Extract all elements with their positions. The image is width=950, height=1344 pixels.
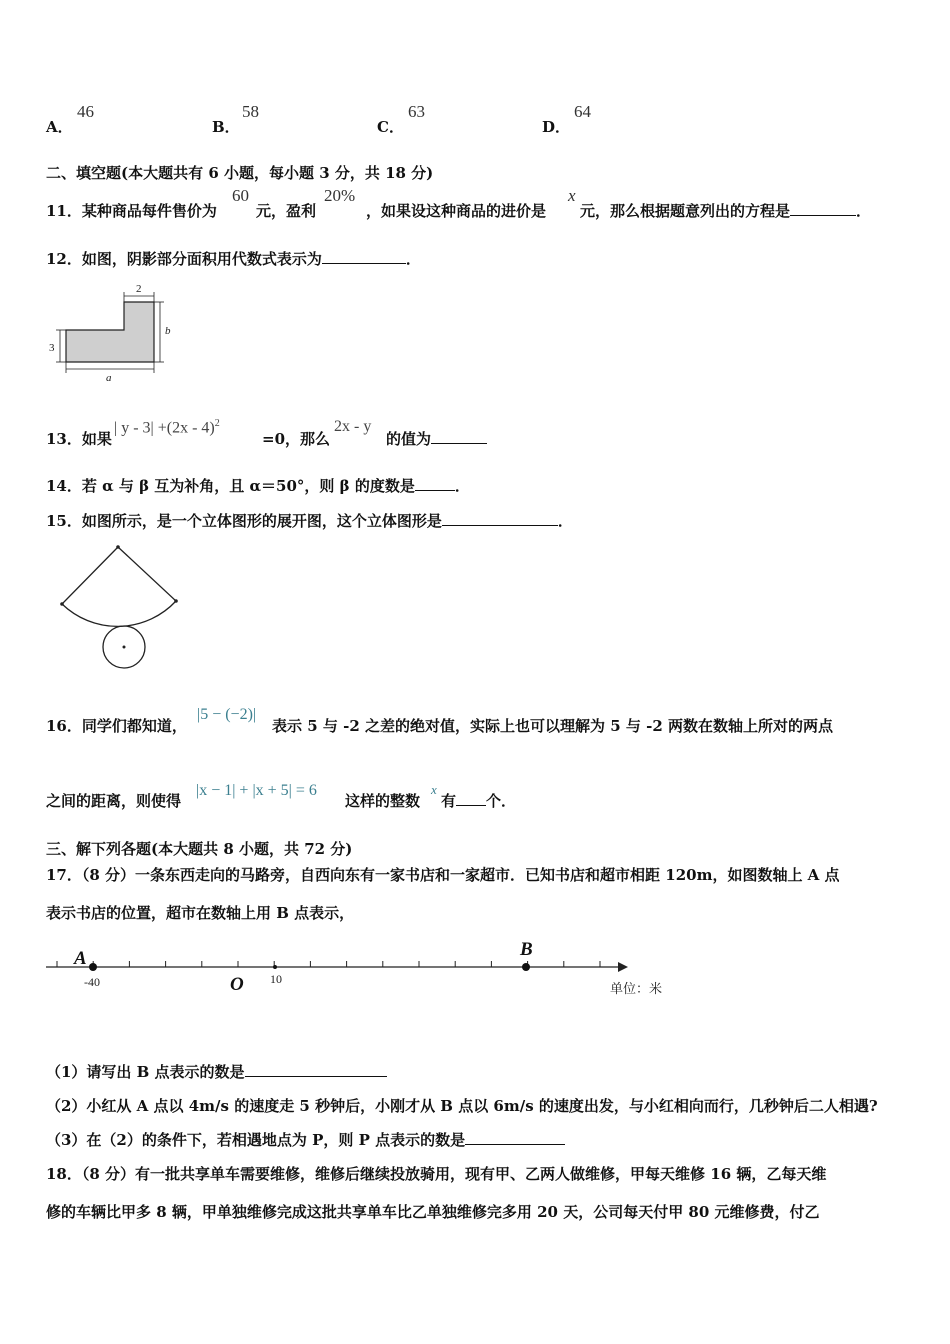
q17-sub-3-blank[interactable] bbox=[465, 1144, 565, 1145]
q11-variable: x bbox=[568, 186, 576, 205]
question-15 bbox=[46, 510, 573, 531]
q15-answer-blank[interactable] bbox=[442, 525, 558, 526]
option-d-letter: D． bbox=[542, 118, 571, 136]
q17-sub-3-text: （3）在（2）的条件下，若相遇地点为 P，则 P 点表示的数是 bbox=[46, 1131, 466, 1149]
q16-text-3: 之间的距离，则使得 bbox=[46, 792, 182, 810]
q12-number: 12． bbox=[46, 250, 82, 268]
q15-number: 15． bbox=[46, 512, 82, 530]
q11-text-4-label: 元，那么根据题意列出的方程是 bbox=[580, 202, 791, 220]
q17-sub-1-blank[interactable] bbox=[245, 1076, 387, 1077]
q11-text-2: 元，盈利 bbox=[256, 202, 317, 220]
q16-answer-blank[interactable] bbox=[456, 805, 486, 806]
shaded-l-shape bbox=[66, 302, 154, 362]
q16-number: 16． bbox=[46, 717, 82, 735]
option-a-letter: A． bbox=[46, 118, 73, 136]
q16-text-2: 表示 5 与 -2 之差的绝对值，实际上也可以理解为 5 与 -2 两数在数轴上所对的两点 bbox=[272, 717, 833, 735]
q16-variable: x bbox=[431, 782, 437, 797]
sector-right-dot bbox=[174, 599, 178, 603]
q13-number: 13． bbox=[46, 430, 82, 448]
q13-exponent: 2 bbox=[214, 418, 220, 429]
q15-text: 如图所示，是一个立体图形的展开图，这个立体图形是 bbox=[81, 512, 442, 530]
axis-ticks bbox=[57, 961, 600, 967]
q17-sub-1 bbox=[46, 1061, 387, 1082]
question-17-line-1 bbox=[46, 864, 840, 885]
q16-text-1: 同学们都知道， bbox=[81, 717, 187, 735]
question-11 bbox=[46, 200, 217, 221]
q11-end: ． bbox=[856, 202, 872, 220]
tick-label-10: 10 bbox=[270, 972, 282, 986]
q15-cone-net-figure bbox=[50, 540, 190, 670]
sector-left-dot bbox=[60, 602, 64, 606]
option-b-letter: B． bbox=[212, 118, 240, 136]
q18-number: 18． bbox=[46, 1165, 82, 1183]
section-2-title: 二、填空题(本大题共有 6 小题，每小题 3 分，共 18 分) bbox=[46, 164, 434, 182]
section-3-title: 三、解下列各题(本大题共 8 小题，共 72 分) bbox=[46, 840, 353, 858]
q13-expression-2: 2x - y bbox=[334, 418, 372, 435]
point-b bbox=[522, 963, 530, 971]
q13-expr-main: | y - 3| +(2x - 4) bbox=[114, 419, 215, 437]
option-d-value: 64 bbox=[574, 102, 591, 121]
q11-text-4 bbox=[580, 200, 871, 221]
dim-label-top: 2 bbox=[136, 283, 142, 295]
q17-text-line-2: 表示书店的位置，超市在数轴上用 B 点表示， bbox=[46, 904, 355, 922]
unit-label: 单位：米 bbox=[610, 981, 663, 996]
q16-end: 个． bbox=[486, 792, 517, 810]
tick-label-minus-40: -40 bbox=[84, 975, 100, 989]
q14-text: 若 α 与 β 互为补角，且 α＝50°，则 β 的度数是 bbox=[81, 477, 415, 495]
q16-text-4: 这样的整数 bbox=[345, 792, 421, 810]
q12-figure bbox=[44, 280, 184, 385]
label-o: O bbox=[230, 974, 244, 995]
q17-text-line-1: （8 分）一条东西走向的马路旁，自西向东有一家书店和一家超市．已知书店和超市相距 120m，如图数轴上 A 点 bbox=[81, 866, 840, 884]
q11-price: 60 bbox=[232, 186, 249, 205]
dim-label-left: 3 bbox=[49, 342, 55, 354]
label-a: A bbox=[74, 948, 87, 969]
point-a bbox=[89, 963, 97, 971]
q11-number: 11． bbox=[46, 202, 82, 220]
q15-end: ． bbox=[557, 512, 573, 530]
question-12 bbox=[46, 248, 421, 269]
sector-shape bbox=[62, 547, 176, 626]
q16-expression-2: |x − 1| + |x + 5| = 6 bbox=[196, 782, 317, 799]
base-circle-center bbox=[123, 646, 126, 649]
question-18-line-1 bbox=[46, 1163, 826, 1184]
question-13 bbox=[46, 428, 112, 449]
question-16-line-1 bbox=[46, 715, 187, 736]
q13-text-3 bbox=[386, 428, 487, 449]
q17-number-line bbox=[40, 935, 700, 1005]
q12-text: 如图，阴影部分面积用代数式表示为 bbox=[81, 250, 322, 268]
option-c-letter: C． bbox=[377, 118, 404, 136]
dim-label-bottom: a bbox=[106, 372, 112, 384]
q17-sub-3 bbox=[46, 1129, 565, 1150]
q13-text-1: 如果 bbox=[81, 430, 112, 448]
q17-sub-2: （2）小红从 A 点以 4m/s 的速度走 5 秒钟后，小刚才从 B 点以 6m/s 的速度出发，与小红相向而行，几秒钟后二人相遇? bbox=[46, 1097, 878, 1115]
option-a-value: 46 bbox=[77, 102, 94, 121]
q13-text-2: =0，那么 bbox=[262, 430, 331, 448]
option-c-value: 63 bbox=[408, 102, 425, 121]
q13-expression bbox=[114, 418, 220, 437]
sector-apex-dot bbox=[116, 545, 120, 549]
q14-answer-blank[interactable] bbox=[415, 490, 455, 491]
option-b-value: 58 bbox=[242, 102, 259, 121]
q13-answer-blank[interactable] bbox=[431, 443, 487, 444]
q17-sub-1-text: （1）请写出 B 点表示的数是 bbox=[46, 1063, 245, 1081]
q11-text-1: 某种商品每件售价为 bbox=[81, 202, 217, 220]
q16-text-5 bbox=[441, 790, 516, 811]
q18-text-line-1: （8 分）有一批共享单车需要维修，维修后继续投放骑用，现有甲、乙两人做维修，甲每天维修 16 辆，乙每天维 bbox=[81, 1165, 827, 1183]
q16-expression-1: |5 − (−2)| bbox=[197, 706, 257, 723]
q11-answer-blank[interactable] bbox=[790, 215, 856, 216]
q14-end: ． bbox=[454, 477, 470, 495]
q12-end: ． bbox=[405, 250, 421, 268]
question-14 bbox=[46, 475, 470, 496]
q11-text-3: ，如果设这种商品的进价是 bbox=[366, 202, 547, 220]
q11-profit: 20% bbox=[324, 186, 356, 205]
axis-arrow bbox=[618, 962, 628, 972]
q12-answer-blank[interactable] bbox=[322, 263, 406, 264]
dim-label-right: b bbox=[165, 325, 171, 337]
point-ten bbox=[273, 965, 277, 969]
q14-number: 14． bbox=[46, 477, 82, 495]
label-b: B bbox=[520, 939, 533, 960]
q17-number: 17． bbox=[46, 866, 82, 884]
q13-text-3-label: 的值为 bbox=[386, 430, 432, 448]
q16-text-5-label: 有 bbox=[441, 792, 457, 810]
q18-text-line-2: 修的车辆比甲多 8 辆，甲单独维修完成这批共享单车比乙单独维修完多用 20 天，公司每天付甲 80 元维修费，付乙 bbox=[46, 1203, 820, 1221]
